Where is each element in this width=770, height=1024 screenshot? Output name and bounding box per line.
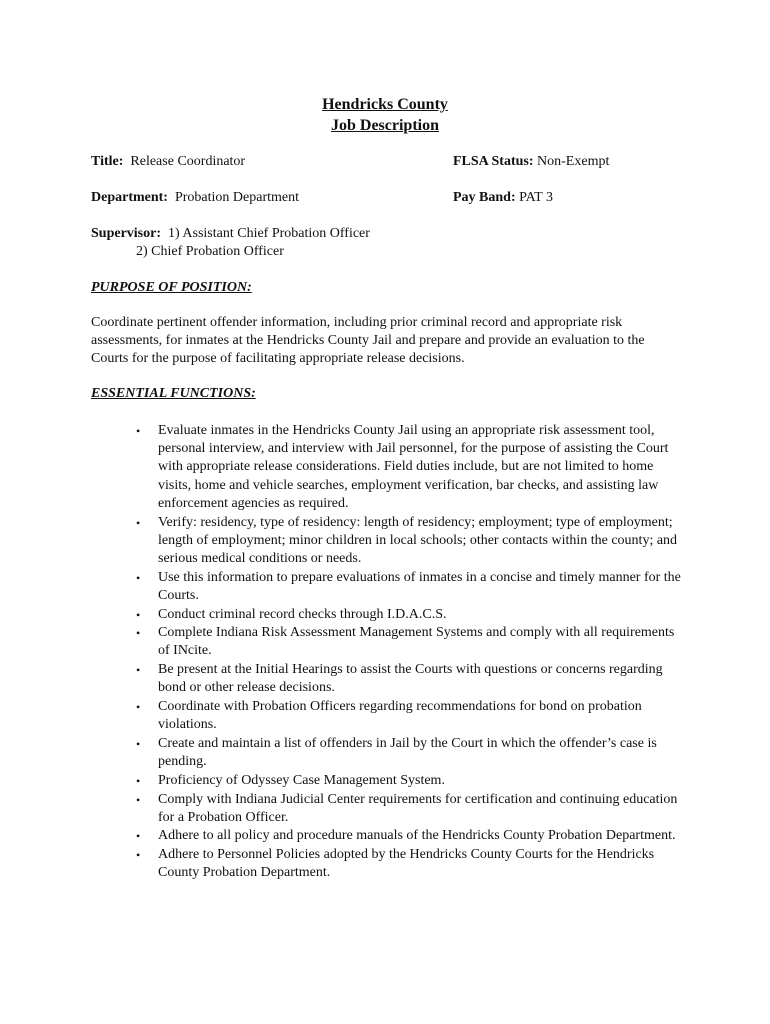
list-item-text: Evaluate inmates in the Hendricks County Jail using an appropriate risk assessment tool, personal interview, and interview with Jail personnel, for the purpose of assisting the Court with appropriate release considerations. Field duties include, but are not limited to home visits, home and vehicle searches, employment verification, bar checks, and assisting law enforcement agencies as required.	[158, 423, 669, 511]
list-item	[136, 846, 681, 882]
list-item-text: Proficiency of Odyssey Case Management System.	[158, 772, 445, 788]
title-value: Release Coordinator	[130, 154, 246, 169]
list-item	[136, 624, 681, 660]
payband-value: PAT 3	[519, 190, 553, 205]
payband-field	[453, 189, 553, 207]
title-field	[91, 153, 245, 171]
bullet-icon: •	[136, 607, 141, 622]
supervisor-value-1: 1) Assistant Chief Probation Officer	[168, 226, 370, 241]
payband-label: Pay Band:	[453, 190, 516, 205]
list-item-text: Create and maintain a list of offenders in Jail by the Court in which the offender’s case is pending.	[158, 735, 657, 770]
list-item-text: Use this information to prepare evaluations of inmates in a concise and timely manner for the Courts.	[158, 569, 681, 603]
list-item	[136, 698, 681, 734]
bullet-icon: •	[136, 626, 141, 641]
department-label: Department:	[91, 190, 168, 205]
supervisor-value-2: 2) Chief Probation Officer	[136, 244, 284, 259]
list-item-text: Adhere to Personnel Policies adopted by the Hendricks County Courts for the Hendricks County Probation Department.	[158, 847, 655, 881]
list-item	[136, 606, 681, 624]
purpose-heading: PURPOSE OF POSITION:	[91, 280, 252, 295]
bullet-icon: •	[136, 848, 141, 863]
job-description-heading: Job Description	[331, 117, 439, 134]
bullet-icon: •	[136, 773, 141, 788]
list-item-text: Conduct criminal record checks through I.D.A.C.S.	[158, 606, 447, 622]
flsa-label: FLSA Status:	[453, 154, 534, 169]
bullet-icon: •	[136, 736, 141, 751]
list-item	[136, 422, 681, 513]
county-heading: Hendricks County	[322, 96, 448, 113]
list-item-text: Complete Indiana Risk Assessment Management Systems and comply with all requirements of INcite.	[158, 625, 675, 659]
supervisor-label: Supervisor:	[91, 226, 161, 241]
flsa-field	[453, 153, 609, 171]
bullet-icon: •	[136, 515, 141, 530]
bullet-icon: •	[136, 792, 141, 807]
essential-functions-list	[136, 422, 681, 883]
bullet-icon: •	[136, 829, 141, 844]
list-item	[136, 791, 681, 827]
department-value: Probation Department	[174, 190, 300, 205]
list-item-text: Coordinate with Probation Officers regarding recommendations for bond on probation violations.	[158, 699, 642, 733]
bullet-icon: •	[136, 570, 141, 585]
bullet-icon: •	[136, 700, 141, 715]
list-item-text: Comply with Indiana Judicial Center requirements for certification and continuing education for a Probation Officer.	[158, 791, 678, 825]
purpose-paragraph: Coordinate pertinent offender information, including prior criminal record and appropriate risk assessments, for inmates at the Hendricks County Jail and prepare and provide an evaluation to the Courts for the purpose of facilitating appropriate release decisions.	[91, 315, 645, 366]
list-item	[136, 661, 681, 697]
list-item-text: Adhere to all policy and procedure manuals of the Hendricks County Probation Department.	[158, 828, 676, 844]
bullet-icon: •	[136, 663, 141, 678]
flsa-value: Non-Exempt	[537, 154, 610, 169]
list-item-text: Verify: residency, type of residency: length of residency; employment; type of employment; length of employment; minor children in local schools; other contacts within the county; and serious medical conditions or needs.	[158, 514, 678, 566]
list-item-text: Be present at the Initial Hearings to assist the Courts with questions or concerns regarding bond or other release decisions.	[158, 662, 663, 696]
title-label: Title:	[91, 154, 124, 169]
list-item	[136, 569, 681, 605]
list-item	[136, 514, 681, 569]
bullet-icon: •	[136, 424, 141, 438]
department-field	[91, 189, 299, 207]
supervisor-field	[91, 225, 370, 243]
list-item	[136, 827, 681, 845]
list-item	[136, 772, 681, 790]
list-item	[136, 735, 681, 771]
essential-functions-heading: ESSENTIAL FUNCTIONS:	[91, 386, 256, 401]
